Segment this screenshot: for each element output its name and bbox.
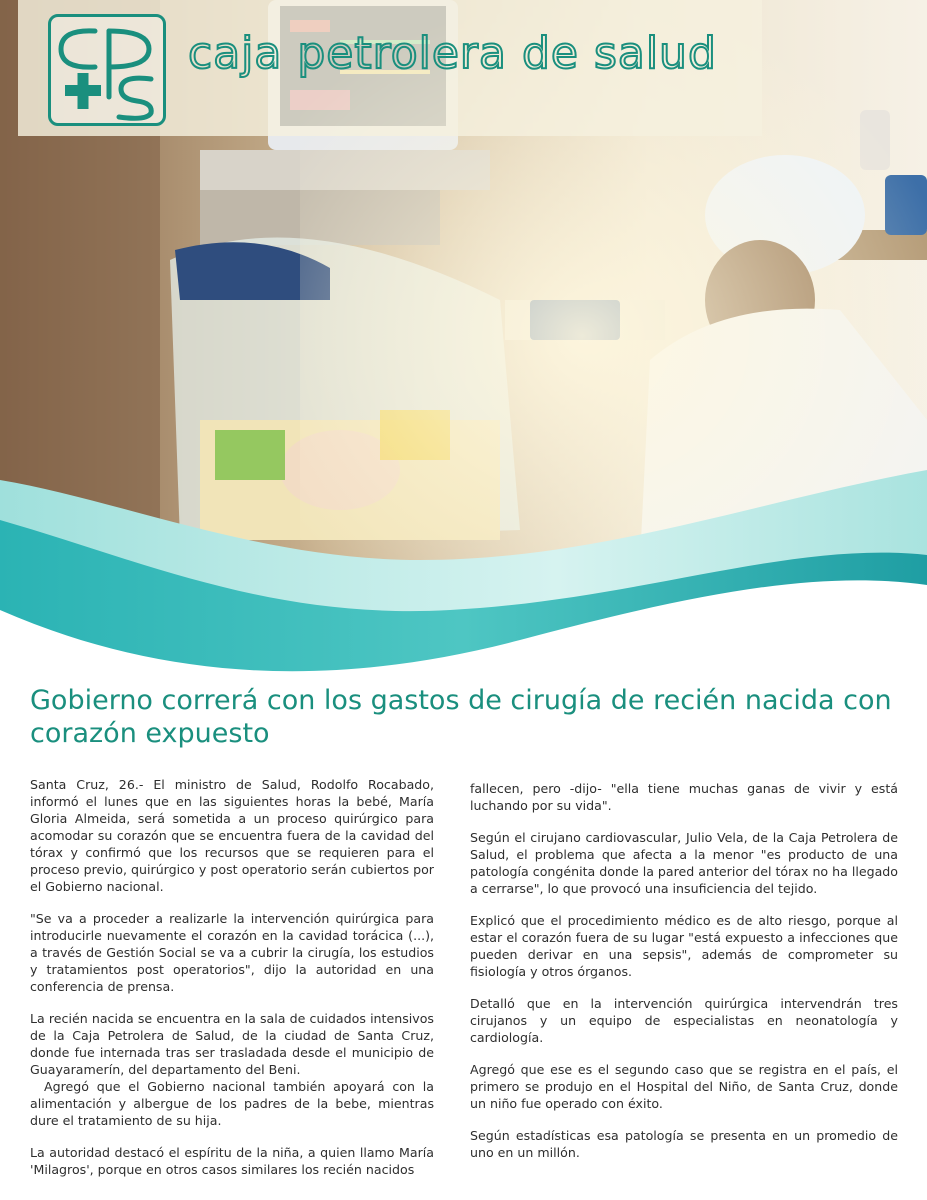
paragraph: fallecen, pero -dijo- "ella tiene muchas ganas de vivir y está luchando por su vida".: [470, 781, 898, 813]
article-column-left: [30, 776, 434, 1193]
cps-logo-icon: [51, 17, 163, 123]
paragraph: Detalló que en la intervención quirúrgica intervendrán tres cirujanos y un equipo de especialistas en neonatología y cardiología.: [470, 996, 898, 1045]
paragraph: Agregó que el Gobierno nacional también apoyará con la alimentación y albergue de los padres de la bebe, mientras dure el tratamiento de su hija.: [30, 1079, 434, 1128]
paragraph: Santa Cruz, 26.- El ministro de Salud, Rodolfo Rocabado, informó el lunes que en las siguientes horas la bebé, María Gloria Almeida, será sometida a un proceso quirúrgico para acomodar su corazón que se encuentra fuera de la cavidad del tórax y confirmó que los recursos que se requieren para el proceso previo, quirúrgico y post operatorio serán cubiertos por el Gobierno nacional.: [30, 777, 434, 894]
brand-name: caja petrolera de salud: [188, 28, 717, 79]
header-band: [18, 0, 762, 136]
article-headline: Gobierno correrá con los gastos de cirugía de recién nacida con corazón expuesto: [30, 685, 892, 749]
paragraph: "Se va a proceder a realizarle la intervención quirúrgica para introducirle nuevamente el corazón en la cavidad torácica (...), a través de Gestión Social se va a cubrir la cirugía, los estudios y tratamientos post operatorios", dijo la autoridad en una conferencia de prensa.: [30, 911, 434, 994]
logo: [48, 14, 166, 126]
paragraph: Explicó que el procedimiento médico es de alto riesgo, porque al estar el corazón fuera de su lugar "está expuesto a infecciones que pueden derivar en una sepsis", además de comprometer su fisiología y otros órganos.: [470, 913, 898, 979]
article-column-right: [470, 780, 898, 1176]
paragraph: Agregó que ese es el segundo caso que se registra en el país, el primero se produjo en el Hospital del Niño, de Santa Cruz, donde un niño fue operado con éxito.: [470, 1062, 898, 1111]
paragraph: Según el cirujano cardiovascular, Julio Vela, de la Caja Petrolera de Salud, el problema que afecta a la menor "es producto de una patología congénita donde la pared anterior del tórax no ha llegado a cerrarse", lo que provocó una insuficiencia del tejido.: [470, 830, 899, 896]
paragraph: La recién nacida se encuentra en la sala de cuidados intensivos de la Caja Petrolera de Salud, de la ciudad de Santa Cruz, donde fue internada tras ser trasladada desde el municipio de Guayaramerín, del departamento del Beni.: [30, 1011, 434, 1077]
paragraph: Según estadísticas esa patología se presenta en un promedio de uno en un millón.: [470, 1128, 898, 1160]
paragraph: La autoridad destacó el espíritu de la niña, a quien llamo María 'Milagros', porque en otros casos similares los recién nacidos: [30, 1145, 434, 1177]
